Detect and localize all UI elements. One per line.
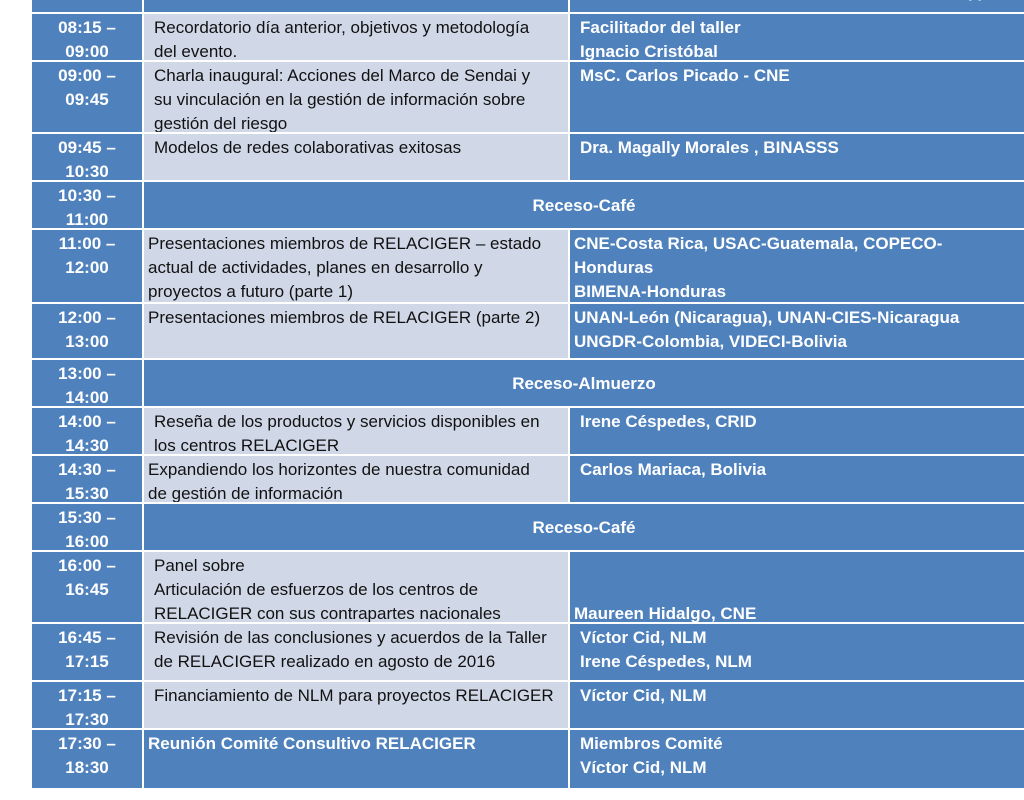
activity-cell [144, 624, 568, 680]
break-cell [144, 360, 1024, 406]
activity-line: Presentaciones miembros de RELACIGER (parte 2) [148, 308, 541, 327]
time-cell [32, 682, 142, 728]
responsible-line: Víctor Cid, NLM [580, 686, 707, 705]
activity-line: Presentaciones miembros de RELACIGER – estado [148, 234, 542, 253]
time-cell [32, 134, 142, 180]
time-start: 12:00 – [58, 308, 116, 327]
responsible-line: UNGDR-Colombia, VIDECI-Bolivia [574, 332, 847, 351]
responsible-cell [570, 134, 1024, 180]
responsible-cell [570, 14, 1024, 60]
time-cell [32, 456, 142, 502]
responsible-cell [570, 624, 1024, 680]
responsible-cell [570, 552, 1024, 622]
responsible-line: Miembros Comité [580, 734, 723, 753]
break-row [32, 360, 1024, 408]
activity-line: actual de actividades, planes en desarrollo y [148, 258, 483, 277]
time-end: 13:00 [65, 332, 109, 351]
break-label: Receso-Café [532, 518, 636, 537]
time-start: 09:00 – [58, 66, 116, 85]
activity-line: Reunión Comité Consultivo RELACIGER [148, 734, 476, 753]
time-cell [32, 730, 142, 788]
activity-cell [144, 730, 568, 788]
time-end: 14:30 [65, 436, 109, 454]
activity-cell [144, 408, 568, 454]
activity-cell [144, 304, 568, 358]
break-cell [144, 182, 1024, 228]
time-start: 13:00 – [58, 364, 116, 383]
responsible-line: Ignacio Cristóbal [580, 42, 718, 60]
responsible-cell [570, 304, 1024, 358]
time-cell [32, 360, 142, 406]
time-end: 11:00 [65, 210, 109, 228]
responsible-cell [570, 62, 1024, 132]
responsible-line: UNAN-León (Nicaragua), UNAN-CIES-Nicaragua [574, 308, 960, 327]
activity-line: RELACIGER con sus contrapartes nacionales [154, 604, 501, 622]
break-label: Receso-Almuerzo [512, 374, 656, 393]
time-cell [32, 552, 142, 622]
time-end: 18:30 [65, 758, 109, 777]
header-responsible-cell [570, 0, 1024, 12]
activity-cell [144, 62, 568, 132]
activity-line: Reseña de los productos y servicios disponibles en [154, 412, 540, 431]
header-time-cell [32, 0, 142, 12]
responsible-line: Dra. Magally Morales , BINASSS [580, 138, 839, 157]
time-start: 11:00 – [58, 234, 116, 253]
activity-line: los centros RELACIGER [154, 436, 340, 454]
header-activity-cell [144, 0, 568, 12]
time-end: 16:00 [65, 532, 109, 550]
time-start: 10:30 – [58, 186, 116, 205]
activity-cell [144, 14, 568, 60]
time-start: 16:45 – [58, 628, 116, 647]
responsible-line: BIMENA-Honduras [574, 282, 727, 301]
table-row [32, 304, 1024, 360]
break-row [32, 504, 1024, 552]
agenda-table [32, 0, 1024, 800]
activity-cell [144, 552, 568, 622]
responsible-line: CNE-Costa Rica, USAC-Guatemala, COPECO-Honduras [574, 234, 943, 277]
table-row [32, 456, 1024, 504]
responsible-cell [570, 408, 1024, 454]
time-cell [32, 304, 142, 358]
activity-line: su vinculación en la gestión de información sobre [154, 90, 526, 109]
time-start: 16:00 – [58, 556, 116, 575]
responsible-cell [570, 456, 1024, 502]
responsible-line: Víctor Cid, NLM [580, 628, 707, 647]
table-row [32, 14, 1024, 62]
table-row [32, 682, 1024, 730]
table-row [32, 408, 1024, 456]
time-cell [32, 408, 142, 454]
time-end: 16:45 [65, 580, 109, 599]
time-cell [32, 14, 142, 60]
header-row [32, 0, 1024, 14]
responsible-line: MsC. Carlos Picado - CNE [580, 66, 790, 85]
responsible-cell [570, 730, 1024, 788]
break-row [32, 182, 1024, 230]
time-start: 14:30 – [58, 460, 116, 479]
responsible-line: Víctor Cid, NLM [580, 758, 707, 777]
time-cell [32, 230, 142, 302]
table-row [32, 134, 1024, 182]
time-start: 17:30 – [58, 734, 116, 753]
activity-line: Panel sobre [154, 556, 245, 575]
responsible-line: Facilitador del taller [580, 18, 741, 37]
activity-line: proyectos a futuro (parte 1) [148, 282, 354, 301]
activity-line: del evento. [154, 42, 238, 60]
activity-line: de RELACIGER realizado en agosto de 2016 [154, 652, 496, 671]
time-cell [32, 504, 142, 550]
break-cell [144, 504, 1024, 550]
activity-line: Expandiendo los horizontes de nuestra comunidad [148, 460, 530, 479]
time-end: 14:00 [65, 388, 109, 406]
time-start: 15:30 – [58, 508, 116, 527]
time-end: 09:00 [65, 42, 109, 60]
activity-line: Recordatorio día anterior, objetivos y metodología [154, 18, 530, 37]
header-fragment [966, 0, 984, 4]
activity-line: Charla inaugural: Acciones del Marco de Sendai y [154, 66, 531, 85]
activity-line: Financiamiento de NLM para proyectos RELACIGER [154, 686, 554, 705]
time-start: 14:00 – [58, 412, 116, 431]
responsible-cell [570, 230, 1024, 302]
table-row [32, 62, 1024, 134]
table-row [32, 624, 1024, 682]
activity-cell [144, 456, 568, 502]
responsible-line: Maureen Hidalgo, CNE [574, 604, 757, 622]
activity-cell [144, 682, 568, 728]
time-cell [32, 624, 142, 680]
table-row [32, 552, 1024, 624]
activity-line: Revisión de las conclusiones y acuerdos de la Taller [154, 628, 547, 647]
time-end: 17:30 [65, 710, 109, 728]
responsible-cell [570, 682, 1024, 728]
break-label: Receso-Café [532, 196, 636, 215]
activity-line: Articulación de esfuerzos de los centros de [154, 580, 479, 599]
activity-line: gestión del riesgo [154, 114, 288, 132]
time-end: 15:30 [65, 484, 109, 502]
responsible-line: Irene Céspedes, CRID [580, 412, 757, 431]
time-end: 09:45 [65, 90, 109, 109]
responsible-line: Carlos Mariaca, Bolivia [580, 460, 767, 479]
responsible-line: Irene Céspedes, NLM [580, 652, 752, 671]
time-cell [32, 182, 142, 228]
activity-line: de gestión de información [148, 484, 343, 502]
time-start: 17:15 – [58, 686, 116, 705]
time-end: 17:15 [65, 652, 109, 671]
time-cell [32, 62, 142, 132]
table-row [32, 730, 1024, 790]
table-row [32, 230, 1024, 304]
time-end: 12:00 [65, 258, 109, 277]
activity-cell [144, 134, 568, 180]
time-start: 08:15 – [58, 18, 116, 37]
time-start: 09:45 – [58, 138, 116, 157]
activity-line: Modelos de redes colaborativas exitosas [154, 138, 462, 157]
activity-cell [144, 230, 568, 302]
time-end: 10:30 [65, 162, 109, 180]
